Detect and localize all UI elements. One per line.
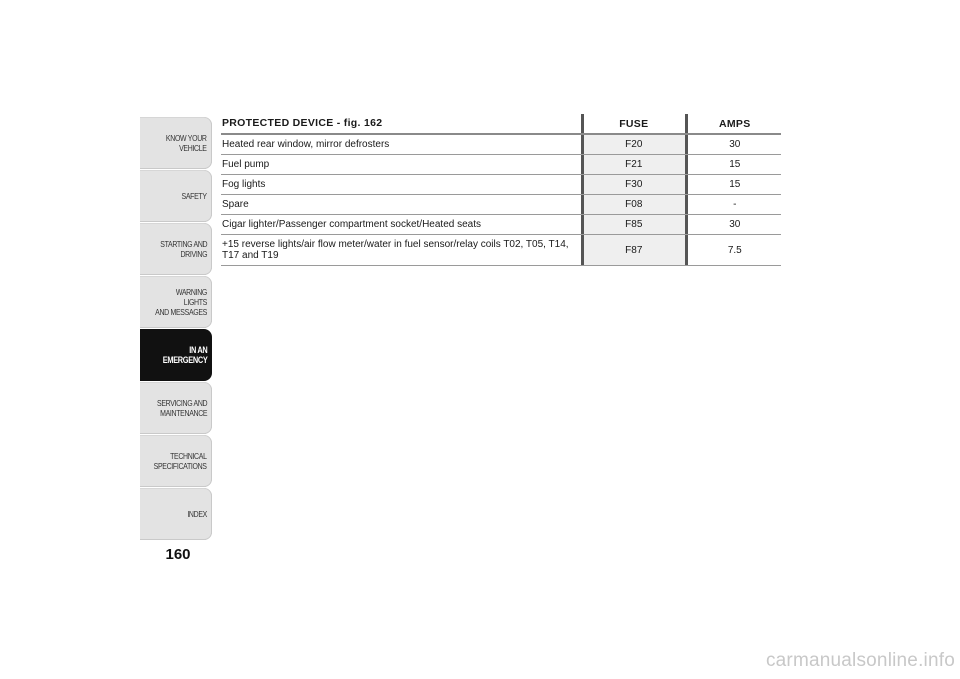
amps-cell: 30: [729, 139, 741, 150]
device-cell: +15 reverse lights/air flow meter/water in fuel sensor/relay coils T02, T05, T14, T17 and T19: [222, 239, 569, 261]
column-divider: [581, 215, 584, 234]
table-row: [221, 135, 781, 155]
header-amps: AMPS: [718, 117, 751, 130]
amps-cell: -: [733, 199, 737, 210]
device-cell: Spare: [222, 199, 249, 210]
column-divider: [581, 235, 584, 265]
tab-safety[interactable]: [140, 170, 212, 222]
header-protected-device: PROTECTED DEVICE - fig. 162: [222, 117, 383, 129]
fuse-cell: F21: [582, 155, 685, 174]
amps-cell: 30: [729, 219, 741, 230]
tab-label: TECHNICAL SPECIFICATIONS: [154, 451, 207, 471]
fuse-cell: F30: [582, 175, 685, 194]
site-watermark: carmanualsonline.info: [765, 650, 955, 671]
device-cell: Fuel pump: [222, 159, 270, 170]
device-cell: Fog lights: [222, 179, 266, 190]
tab-label: IN AN EMERGENCY: [162, 345, 207, 365]
tab-servicing-and-maintenance[interactable]: [140, 382, 212, 434]
fuse-table: [221, 114, 781, 266]
tab-label: INDEX: [187, 509, 207, 519]
column-divider: [685, 135, 688, 154]
tab-technical-specifications[interactable]: [140, 435, 212, 487]
table-row: [221, 215, 781, 235]
device-cell: Heated rear window, mirror defrosters: [222, 139, 390, 150]
column-divider: [685, 175, 688, 194]
column-divider: [685, 235, 688, 265]
column-divider: [685, 195, 688, 214]
tab-label: SERVICING AND MAINTENANCE: [156, 398, 207, 418]
table-header-row: [221, 114, 781, 135]
column-divider: [581, 114, 584, 133]
tab-warning-lights[interactable]: [140, 276, 212, 328]
fuse-cell: F20: [582, 135, 685, 154]
tab-starting-and-driving[interactable]: [140, 223, 212, 275]
fuse-cell: F85: [582, 215, 685, 234]
page-number: 160: [165, 546, 191, 563]
column-divider: [581, 195, 584, 214]
table-row: [221, 155, 781, 175]
column-divider: [685, 155, 688, 174]
tab-label: KNOW YOUR VEHICLE: [166, 133, 207, 153]
column-divider: [685, 114, 688, 133]
column-divider: [685, 215, 688, 234]
table-row: [221, 235, 781, 266]
fuse-cell: F08: [582, 195, 685, 214]
table-row: [221, 195, 781, 215]
device-cell: Cigar lighter/Passenger compartment socket/Heated seats: [222, 219, 482, 230]
tab-label: SAFETY: [181, 191, 207, 201]
tab-in-an-emergency[interactable]: [140, 329, 212, 381]
amps-cell: 7.5: [727, 244, 742, 256]
fuse-cell: F87: [582, 235, 685, 265]
tab-label: STARTING AND DRIVING: [160, 239, 207, 259]
amps-cell: 15: [729, 179, 741, 190]
tab-know-your-vehicle[interactable]: [140, 117, 212, 169]
column-divider: [581, 175, 584, 194]
column-divider: [581, 135, 584, 154]
tab-index[interactable]: [140, 488, 212, 540]
tab-label: WARNING LIGHTS AND MESSAGES: [155, 287, 207, 317]
column-divider: [581, 155, 584, 174]
table-row: [221, 175, 781, 195]
header-fuse: FUSE: [619, 117, 649, 130]
amps-cell: 15: [729, 159, 741, 170]
